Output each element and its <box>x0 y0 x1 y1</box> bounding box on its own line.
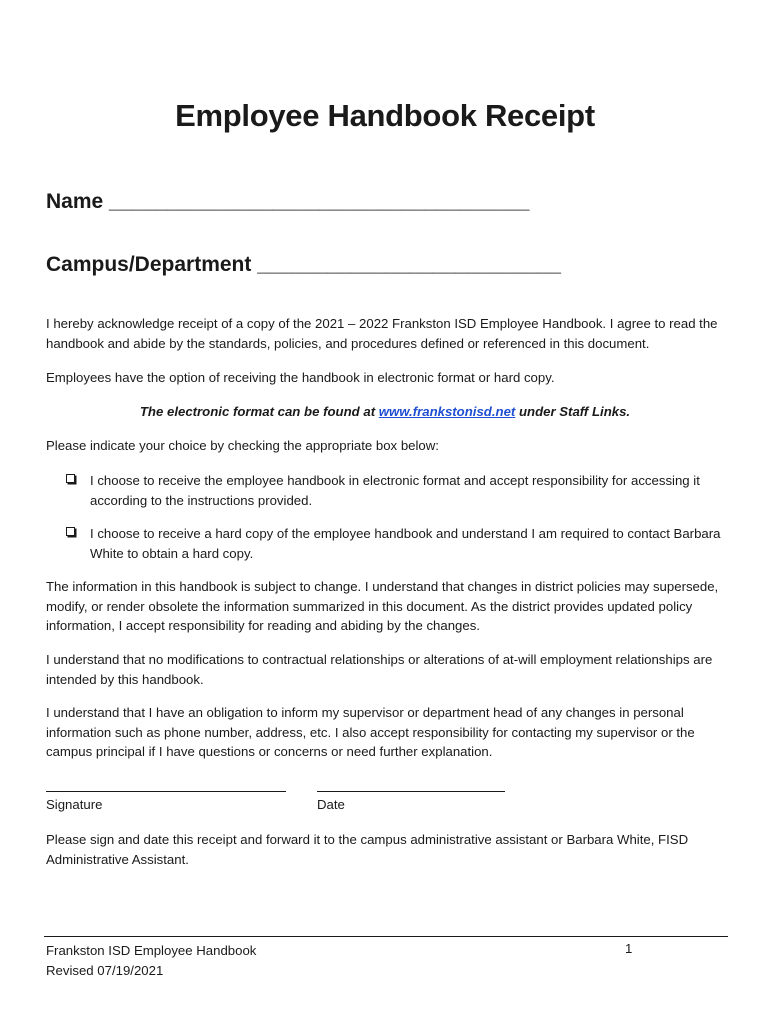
hard-copy-option-checkbox[interactable] <box>66 527 75 536</box>
option-intro-paragraph: Employees have the option of receiving the handbook in electronic format or hard copy. <box>46 370 555 385</box>
date-label: Date <box>317 797 345 812</box>
footer-divider <box>44 936 728 937</box>
footer-handbook-name: Frankston ISD Employee Handbook <box>46 943 257 958</box>
hard-copy-option <box>66 524 734 563</box>
acknowledge-paragraph: I hereby acknowledge receipt of a copy of the 2021 – 2022 Frankston ISD Employee Handbook. I agree to read the handbook and abide by the standards, policies, and procedures defined or referenced in this document. <box>46 316 718 351</box>
obligation-paragraph: I understand that I have an obligation to inform my supervisor or department head of any changes in personal information such as phone number, address, etc. I also accept responsibility for contacting my supervisor or the campus principal if I have questions or concerns or need further explanation. <box>46 705 695 759</box>
hard-copy-option-label: I choose to receive a hard copy of the employee handbook and understand I am required to contact Barbara White to obtain a hard copy. <box>90 526 721 561</box>
footer-revision-date: Revised 07/19/2021 <box>46 963 164 978</box>
campus-department-field[interactable]: Campus/Department __________________________ <box>46 253 561 276</box>
electronic-option <box>66 471 734 510</box>
electronic-format-note <box>46 402 724 422</box>
website-link[interactable]: www.frankstonisd.net <box>378 404 516 419</box>
electronic-note-prefix: The electronic format can be found at <box>139 404 379 419</box>
signature-label: Signature <box>46 797 103 812</box>
policy-change-paragraph: The information in this handbook is subject to change. I understand that changes in district policies may supersede, modify, or render obsolete the information summarized in this document. As the district provides updated policy information, I accept responsibility for reading and abiding by the changes. <box>46 579 719 633</box>
indicate-choice-paragraph: Please indicate your choice by checking the appropriate box below: <box>46 438 439 453</box>
contract-paragraph: I understand that no modifications to contractual relationships or alterations of at-will employment relationships are intended by this handbook. <box>46 652 713 687</box>
forward-instructions-paragraph: Please sign and date this receipt and forward it to the campus administrative assistant or Barbara White, FISD Administrative Assistant. <box>46 832 689 867</box>
electronic-note-suffix: under Staff Links. <box>515 404 631 419</box>
name-field[interactable]: Name ____________________________________ <box>46 190 530 213</box>
page-title: Employee Handbook Receipt <box>175 98 595 133</box>
electronic-option-checkbox[interactable] <box>66 474 75 483</box>
page-number: 1 <box>625 941 633 956</box>
signature-line[interactable] <box>46 791 286 792</box>
footer <box>46 941 256 981</box>
date-line[interactable] <box>317 791 505 792</box>
electronic-option-label: I choose to receive the employee handbook in electronic format and accept responsibility for accessing it according to the instructions provided. <box>90 473 700 508</box>
